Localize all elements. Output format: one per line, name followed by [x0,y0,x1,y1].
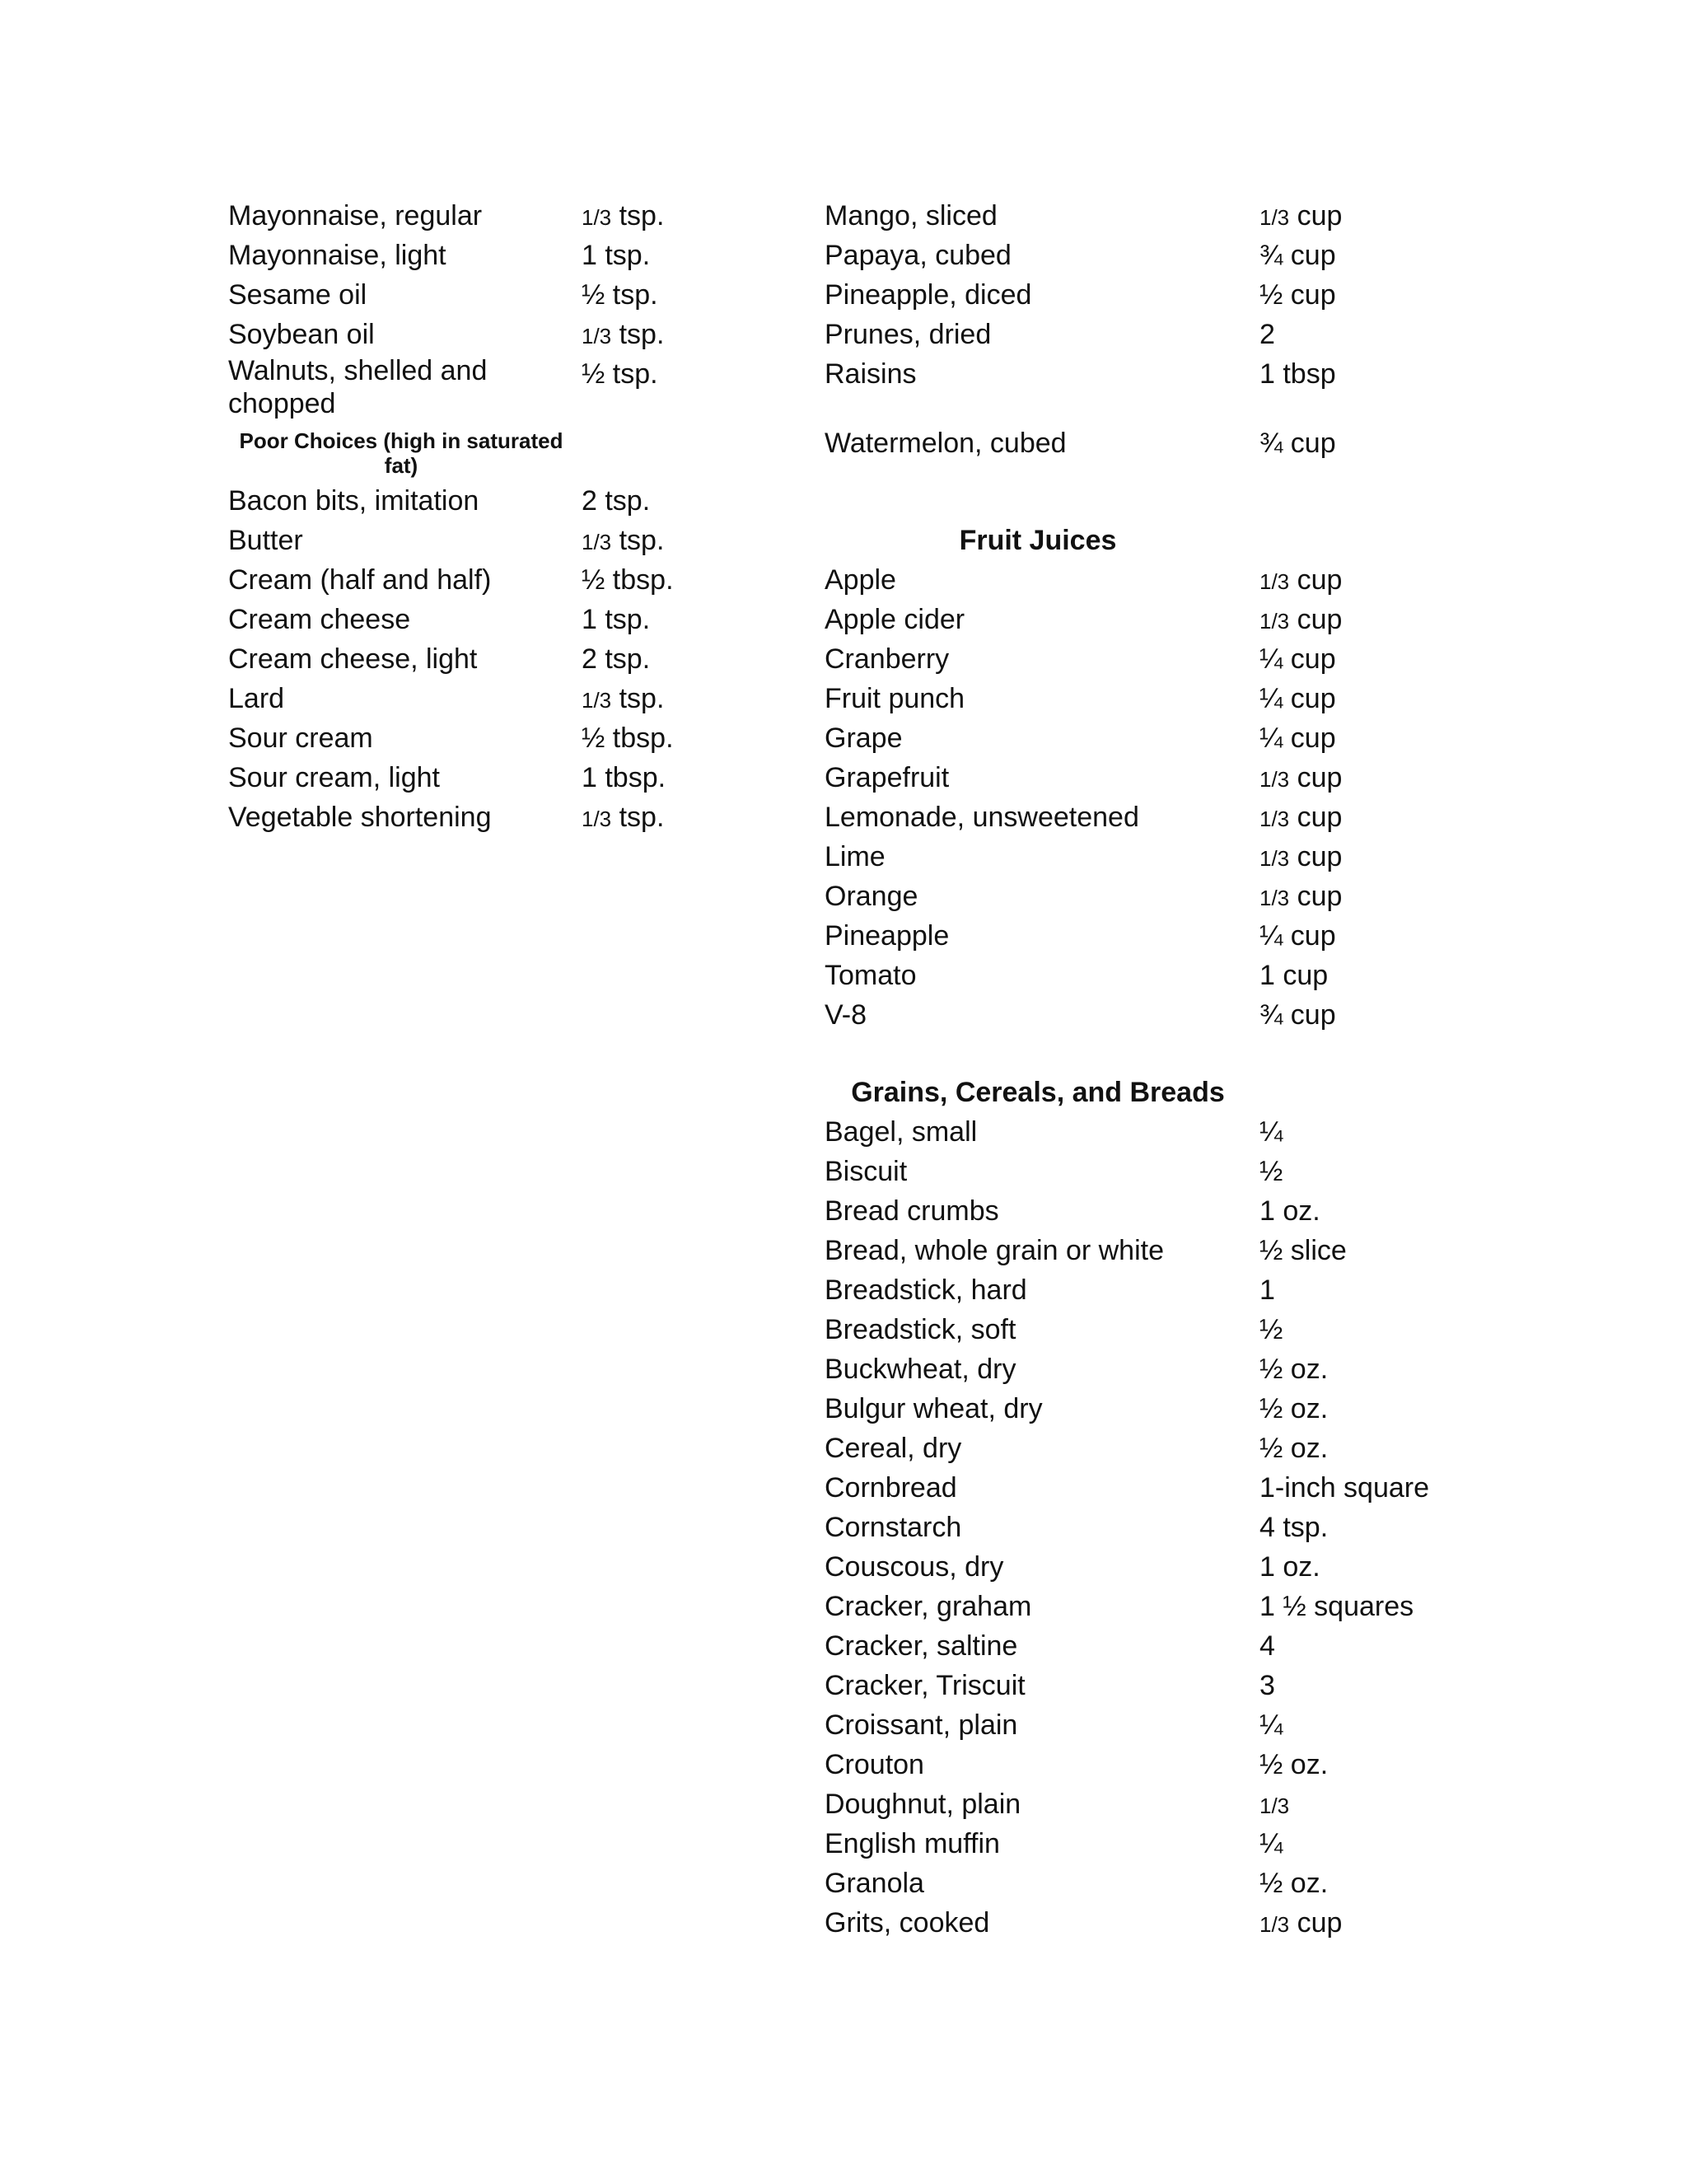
grain-item: Grits, cooked [825,1907,990,1938]
grain-amount-value: ½ oz. [1259,1868,1329,1899]
fats-amount [582,236,650,277]
grain-amount [1259,1547,1320,1588]
grain-row [825,1270,1507,1310]
fats-item: Cream cheese [228,604,411,635]
juice-amount-value: cup [1297,564,1343,596]
fats-row [228,600,829,639]
grain-amount [1259,1784,1289,1826]
grain-amount [1259,1112,1283,1153]
fruit-item: Raisins [825,358,917,390]
fats-amount [582,560,674,601]
grain-amount-value: 1 [1259,1274,1275,1306]
fats-item: Vegetable shortening [228,802,492,833]
poor-choices-heading: Poor Choices (high in saturated fat) [239,428,563,478]
fruit-item: Mango, sliced [825,200,998,231]
grain-row [825,1389,1507,1429]
fruit-amount [1259,196,1342,237]
fats-row [228,315,829,354]
grain-row [825,1824,1507,1864]
juice-amount-value: cup [1297,841,1343,872]
fats-amount [582,797,664,839]
grain-item: English muffin [825,1828,1000,1859]
fats-amount [582,196,664,237]
juice-amount-fraction: 1/3 [1259,569,1290,594]
grain-item: Bread crumbs [825,1195,999,1227]
grain-row [825,1626,1507,1666]
fats-amount-fraction: 1/3 [582,205,612,230]
grain-row [825,1666,1507,1705]
grain-amount [1259,1864,1328,1905]
juice-amount [1259,916,1336,957]
juice-row [825,758,1507,797]
juice-item: Lime [825,841,886,872]
juice-row [825,916,1507,956]
grain-amount-value: 1 ½ squares [1259,1591,1414,1622]
fruit-amount-value: 2 [1259,319,1275,350]
juice-item: Fruit punch [825,683,965,714]
juice-amount-fraction: 1/3 [1259,886,1290,910]
grain-item: Granola [825,1868,924,1899]
grain-row [825,1191,1507,1231]
grain-item: Cracker, saltine [825,1630,1018,1662]
fruit-row [825,275,1507,315]
grain-row [825,1903,1507,1943]
grain-item: Breadstick, soft [825,1314,1016,1345]
grain-row [825,1429,1507,1468]
grain-amount-value: 1 oz. [1259,1195,1320,1227]
grain-row [825,1310,1507,1349]
grain-item: Cereal, dry [825,1433,962,1464]
fruit-amount-value: cup [1297,200,1343,231]
fats-amount-value: 2 tsp. [582,643,651,675]
juice-amount [1259,758,1342,799]
grain-amount [1259,1508,1328,1549]
fats-amount-value: ½ tbsp. [582,564,674,596]
fats-amount [582,315,664,356]
fruit-row [825,315,1507,354]
fats-amount [582,758,666,799]
grain-amount [1259,1705,1283,1747]
juice-item: Grape [825,723,903,754]
grain-amount-value: ½ [1259,1156,1283,1187]
fruit-item: Prunes, dried [825,319,992,350]
grain-amount [1259,1191,1320,1232]
juice-amount-value: ¾ cup [1259,999,1336,1031]
grain-amount-value: ¼ [1259,1709,1283,1741]
grain-amount [1259,1349,1328,1391]
grain-row [825,1864,1507,1903]
fats-item: Cream cheese, light [228,643,478,675]
fruit-amount [1259,315,1275,356]
juice-row [825,797,1507,837]
fats-row [228,797,829,837]
juice-row [825,560,1507,600]
juice-amount [1259,560,1342,601]
fats-amount [582,275,658,316]
grain-amount [1259,1903,1342,1944]
grain-item: Breadstick, hard [825,1274,1027,1306]
fats-item: Soybean oil [228,319,375,350]
juice-amount-value: ¼ cup [1259,643,1336,675]
grain-amount-value: 1 oz. [1259,1551,1320,1583]
grain-amount-value: ¼ [1259,1116,1283,1148]
grain-amount-value: ¼ [1259,1828,1283,1859]
juice-amount [1259,877,1342,918]
juice-amount [1259,797,1342,839]
fats-amount-fraction: 1/3 [582,324,612,348]
fats-amount-value: ½ tsp. [582,358,658,390]
grain-amount [1259,1389,1328,1430]
fruit-amount-fraction: 1/3 [1259,205,1290,230]
juice-item: Apple cider [825,604,965,635]
juice-item: Orange [825,881,918,912]
fruit-juices-heading: Fruit Juices [959,525,1117,556]
fats-amount-value: 1 tbsp. [582,762,666,793]
fats-amount [582,679,664,720]
fruit-amount [1259,423,1336,465]
fats-amount [582,481,650,522]
juice-item: V-8 [825,999,867,1031]
juice-row [825,679,1507,718]
grain-item: Bagel, small [825,1116,978,1148]
juice-row [825,600,1507,639]
fats-item: Bacon bits, imitation [228,485,479,517]
grains-heading: Grains, Cereals, and Breads [851,1077,1225,1108]
grain-amount-value: ½ slice [1259,1235,1347,1266]
grain-amount [1259,1824,1283,1865]
fats-amount-value: 1 tsp. [582,604,651,635]
fruit-row [825,354,1507,394]
grain-row [825,1112,1507,1152]
fats-amount-value: tsp. [619,525,665,556]
grain-amount-value: 4 tsp. [1259,1512,1329,1543]
fats-item: Sesame oil [228,279,367,311]
juice-row [825,837,1507,877]
grain-item: Cornstarch [825,1512,962,1543]
grain-amount-fraction: 1/3 [1259,1793,1290,1818]
juice-amount-fraction: 1/3 [1259,767,1290,792]
grain-row [825,1231,1507,1270]
juice-row [825,639,1507,679]
fruit-item: Watermelon, cubed [825,428,1067,459]
fats-row [228,718,829,758]
juice-amount [1259,956,1328,997]
juice-item: Apple [825,564,896,596]
fats-row [228,354,829,419]
grain-item: Biscuit [825,1156,908,1187]
juice-amount [1259,837,1342,878]
grain-item: Crouton [825,1749,924,1780]
grain-amount [1259,1429,1328,1470]
fats-item: Walnuts, shelled and chopped [228,355,488,419]
grain-row [825,1508,1507,1547]
juice-amount-fraction: 1/3 [1259,609,1290,634]
grain-amount-value: ½ oz. [1259,1354,1329,1385]
fruit-item: Papaya, cubed [825,240,1012,271]
grain-item: Croissant, plain [825,1709,1018,1741]
fats-item: Mayonnaise, regular [228,200,483,231]
juice-item: Pineapple [825,920,950,952]
juice-row [825,995,1507,1035]
juice-amount-value: ¼ cup [1259,683,1336,714]
fruit-amount-value: ¾ cup [1259,428,1336,459]
grain-item: Cornbread [825,1472,957,1504]
fats-row [228,236,829,275]
fats-amount-value: tsp. [619,683,665,714]
grain-amount [1259,1231,1347,1272]
juice-item: Tomato [825,960,917,991]
juice-amount-value: 1 cup [1259,960,1329,991]
juice-amount [1259,600,1342,641]
fruit-amount [1259,236,1336,277]
juice-row [825,718,1507,758]
fats-amount-value: ½ tsp. [582,279,658,311]
grain-item: Bread, whole grain or white [825,1235,1165,1266]
juice-amount-fraction: 1/3 [1259,846,1290,871]
juice-item: Cranberry [825,643,950,675]
fruit-row [825,196,1507,236]
grain-item: Bulgur wheat, dry [825,1393,1043,1424]
fats-amount-value: 2 tsp. [582,485,651,517]
fats-row [228,481,829,521]
juice-item: Lemonade, unsweetened [825,802,1139,833]
juice-amount-fraction: 1/3 [1259,807,1290,831]
fats-row [228,560,829,600]
grain-amount-value: 4 [1259,1630,1275,1662]
juice-amount-value: ¼ cup [1259,920,1336,952]
fruit-amount-value: 1 tbsp [1259,358,1336,390]
grain-amount-fraction: 1/3 [1259,1912,1290,1937]
grain-row [825,1587,1507,1626]
grain-amount-value: cup [1297,1907,1343,1938]
juice-amount [1259,718,1336,760]
grain-row [825,1705,1507,1745]
grain-amount [1259,1587,1414,1628]
grain-row [825,1468,1507,1508]
fats-item: Lard [228,683,285,714]
grain-amount [1259,1468,1429,1509]
fats-row [228,521,829,560]
juice-amount-value: cup [1297,762,1343,793]
juice-row [825,877,1507,916]
fats-amount-value: tsp. [619,802,665,833]
fats-amount-fraction: 1/3 [582,807,612,831]
grain-amount-value: ½ oz. [1259,1433,1329,1464]
juice-amount-value: cup [1297,604,1343,635]
juice-amount [1259,679,1336,720]
fats-row [228,639,829,679]
juice-item: Grapefruit [825,762,950,793]
grain-row [825,1745,1507,1784]
fats-row [228,679,829,718]
fats-amount [582,718,674,760]
fats-item: Sour cream [228,723,373,754]
fruit-row [825,423,1507,463]
fruit-amount-value: ¾ cup [1259,240,1336,271]
fats-amount [582,354,658,395]
grain-amount [1259,1666,1275,1707]
grain-amount-value: ½ oz. [1259,1393,1329,1424]
fruit-item: Pineapple, diced [825,279,1032,311]
fats-amount [582,639,650,680]
fats-item: Cream (half and half) [228,564,492,596]
fats-amount-value: tsp. [619,319,665,350]
fats-amount-value: ½ tbsp. [582,723,674,754]
grain-item: Cracker, graham [825,1591,1032,1622]
fats-row [228,758,829,797]
fats-amount-value: 1 tsp. [582,240,651,271]
juice-amount-value: cup [1297,881,1343,912]
grain-amount-value: 1-inch square [1259,1472,1430,1504]
grain-row [825,1547,1507,1587]
fruit-row [825,236,1507,275]
grain-amount-value: ½ oz. [1259,1749,1329,1780]
juice-amount-value: cup [1297,802,1343,833]
grain-row [825,1784,1507,1824]
fats-amount-value: tsp. [619,200,665,231]
fats-amount-fraction: 1/3 [582,688,612,713]
fats-row [228,275,829,315]
grain-amount-value: ½ [1259,1314,1283,1345]
fats-item: Mayonnaise, light [228,240,446,271]
grain-amount [1259,1626,1275,1667]
grain-row [825,1152,1507,1191]
grain-item: Cracker, Triscuit [825,1670,1026,1701]
grain-item: Buckwheat, dry [825,1354,1016,1385]
grain-amount [1259,1745,1328,1786]
fruit-amount [1259,275,1336,316]
fruit-amount [1259,354,1336,395]
fats-amount [582,521,664,562]
grain-item: Couscous, dry [825,1551,1004,1583]
fats-row [228,196,829,236]
grain-amount-value: 3 [1259,1670,1275,1701]
fats-amount [582,600,650,641]
grain-amount [1259,1310,1283,1351]
juice-amount [1259,995,1336,1036]
fruit-amount-value: ½ cup [1259,279,1336,311]
juice-amount-value: ¼ cup [1259,723,1336,754]
fats-amount-fraction: 1/3 [582,530,612,554]
grain-item: Doughnut, plain [825,1789,1021,1820]
grain-amount [1259,1270,1275,1312]
fats-item: Butter [228,525,303,556]
fats-item: Sour cream, light [228,762,440,793]
grain-row [825,1349,1507,1389]
juice-row [825,956,1507,995]
juice-amount [1259,639,1336,680]
grain-amount [1259,1152,1283,1193]
